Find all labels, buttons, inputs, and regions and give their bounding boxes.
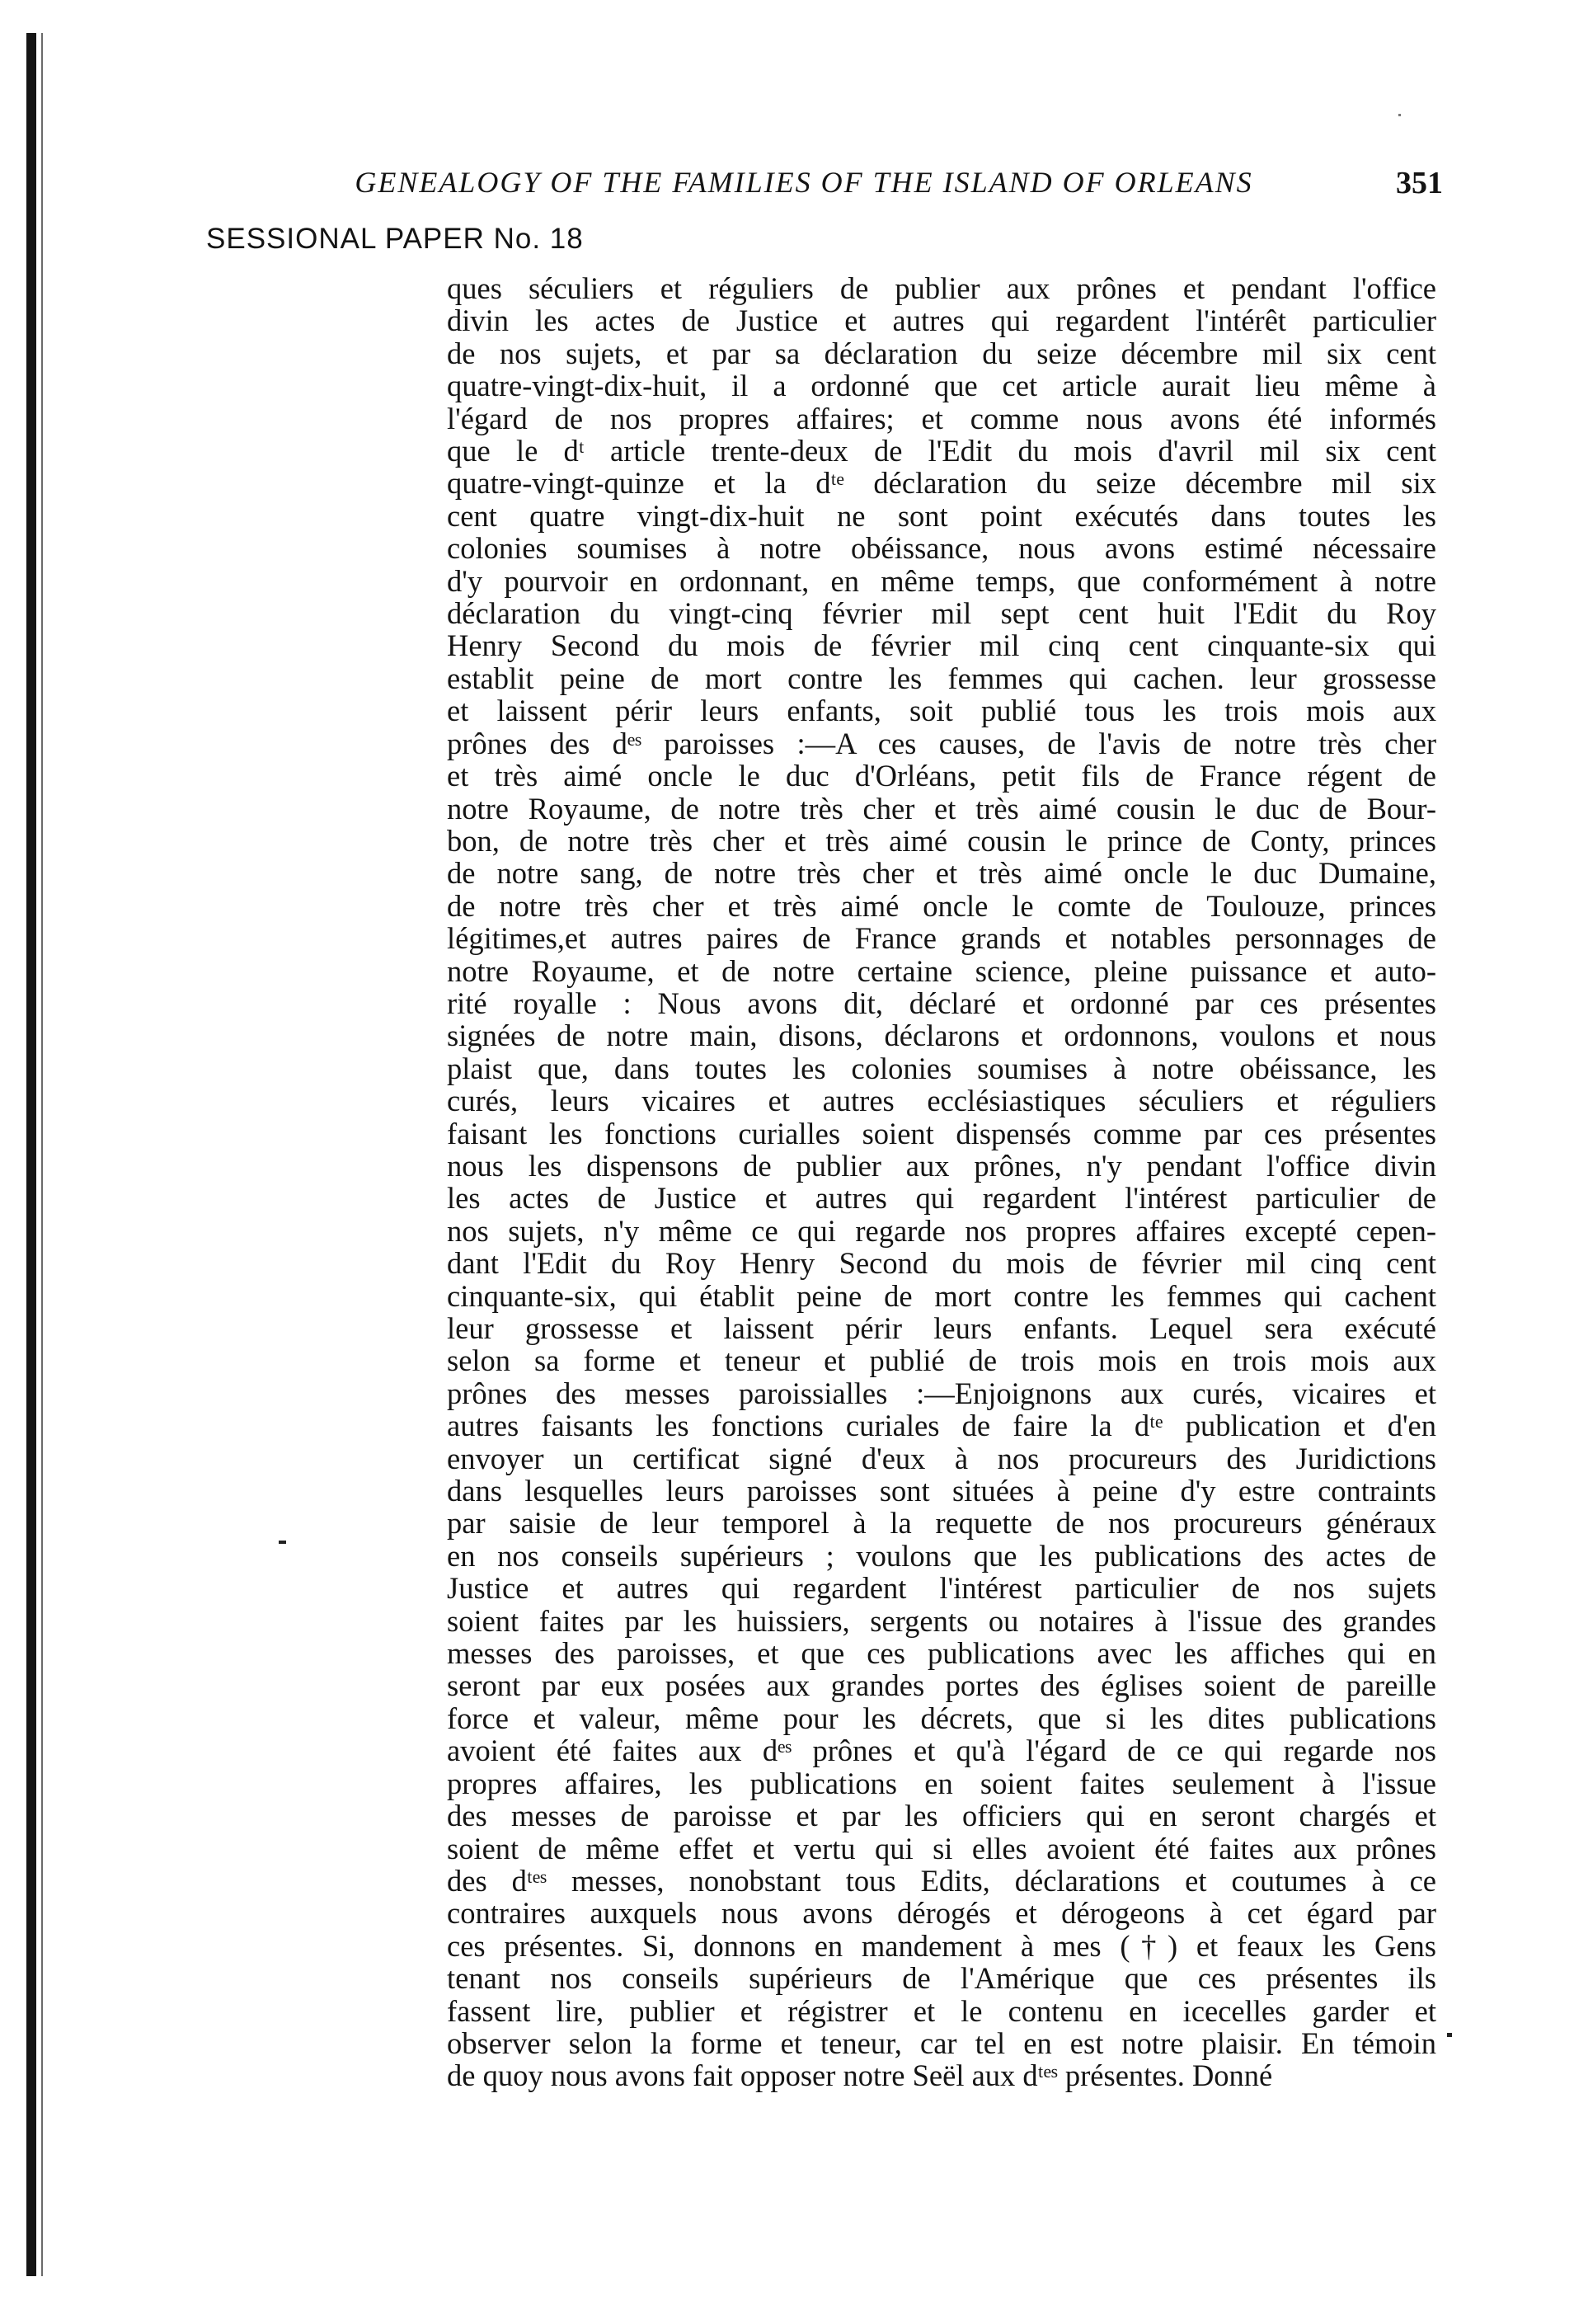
text-line: cinquante-six, qui établit peine de mort contre les femmes qui cachent	[447, 1278, 1436, 1313]
text-line: d'y pourvoir en ordonnant, en même temps, que conformément à notre	[447, 563, 1436, 598]
text-line: divin les actes de Justice et autres qui regardent l'intérêt particulier	[447, 303, 1436, 338]
text-line: déclaration du vingt-cinq février mil sept cent huit l'Edit du Roy	[447, 596, 1436, 631]
text-line: de quoy nous avons fait opposer notre Seël aux dᵗᵉˢ présentes. Donné	[447, 2058, 1273, 2093]
text-line: et très aimé oncle le duc d'Orléans, petit fils de France régent de	[447, 759, 1436, 793]
text-line: tenant nos conseils supérieurs de l'Amérique que ces présentes ils	[447, 1961, 1436, 1996]
text-line: seront par eux posées aux grandes portes des églises soient de pareille	[447, 1668, 1436, 1703]
text-line: messes des paroisses, et que ces publications avec les affiches qui en	[447, 1636, 1436, 1671]
text-line: establit peine de mort contre les femmes qui cachen. leur grossesse	[447, 661, 1436, 695]
text-line: prônes des dᵉˢ paroisses :—A ces causes, de l'avis de notre très cher	[447, 726, 1436, 760]
text-line: selon sa forme et teneur et publié de trois mois en trois mois aux	[447, 1343, 1436, 1378]
scan-binding-shadow	[41, 33, 43, 2276]
text-line: de nos sujets, et par sa déclaration du seize décembre mil six cent	[447, 336, 1436, 370]
text-line: en nos conseils supérieurs ; voulons que les publications des actes de	[447, 1538, 1436, 1573]
page-header	[297, 165, 1443, 211]
text-line: soient faites par les huissiers, sergents ou notaires à l'issue des grandes	[447, 1603, 1436, 1638]
text-line: l'égard de nos propres affaires; et comme nous avons été informés	[447, 401, 1436, 435]
text-line: leur grossesse et laissent périr leurs enfants. Lequel sera exécuté	[447, 1311, 1436, 1345]
text-line: et laissent périr leurs enfants, soit publié tous les trois mois aux	[447, 694, 1436, 728]
text-line: notre Royaume, et de notre certaine science, pleine puissance et auto-	[447, 953, 1436, 988]
text-line: rité royalle : Nous avons dit, déclaré et ordonné par ces présentes	[447, 986, 1436, 1020]
text-line: ces présentes. Si, donnons en mandement à mes (†) et feaux les Gens	[447, 1928, 1436, 1963]
text-line: curés, leurs vicaires et autres ecclésiastiques séculiers et réguliers	[447, 1084, 1436, 1118]
text-line: nous les dispensons de publier aux prônes, n'y pendant l'office divin	[447, 1148, 1436, 1183]
text-line: de notre sang, de notre très cher et très aimé oncle le duc Dumaine,	[447, 856, 1436, 891]
text-line: cent quatre vingt-dix-huit ne sont point exécutés dans toutes les	[447, 498, 1436, 533]
text-line: observer selon la forme et teneur, car tel en est notre plaisir. En témoin	[447, 2025, 1436, 2060]
sessional-paper-label: SESSIONAL PAPER No. 18	[206, 223, 584, 255]
text-line: de notre très cher et très aimé oncle le comte de Toulouze, princes	[447, 888, 1436, 923]
text-line: avoient été faites aux dᵉˢ prônes et qu'à l'égard de ce qui regarde nos	[447, 1734, 1436, 1768]
text-line: ques séculiers et réguliers de publier aux prônes et pendant l'office	[447, 271, 1436, 305]
text-line: contraires auxquels nous avons dérogés et dérogeons à cet égard par	[447, 1896, 1436, 1931]
body-text	[447, 272, 1436, 2092]
text-line: plaist que, dans toutes les colonies soumises à notre obéissance, les	[447, 1051, 1436, 1085]
text-line: colonies soumises à notre obéissance, nous avons estimé nécessaire	[447, 531, 1436, 566]
text-line: dant l'Edit du Roy Henry Second du mois de février mil cinq cent	[447, 1246, 1436, 1281]
scan-speck	[1398, 114, 1401, 116]
text-line: envoyer un certificat signé d'eux à nos procureurs des Juridictions	[447, 1441, 1436, 1475]
text-line: signées de notre main, disons, déclarons et ordonnons, voulons et nous	[447, 1019, 1436, 1053]
text-line: force et valeur, même pour les décrets, que si les dites publications	[447, 1701, 1436, 1735]
scan-binding-edge	[26, 33, 36, 2276]
text-line: notre Royaume, de notre très cher et très aimé cousin le duc de Bour-	[447, 791, 1436, 826]
text-line: que le dᵗ article trente-deux de l'Edit du mois d'avril mil six cent	[447, 434, 1436, 468]
text-line: prônes des messes paroissialles :—Enjoignons aux curés, vicaires et	[447, 1376, 1436, 1410]
text-line: des dᵗᵉˢ messes, nonobstant tous Edits, déclarations et coutumes à ce	[447, 1863, 1436, 1898]
text-line: des messes de paroisse et par les officiers qui en seront chargés et	[447, 1799, 1436, 1833]
text-line: propres affaires, les publications en soient faites seulement à l'issue	[447, 1766, 1436, 1800]
text-line: soient de même effet et vertu qui si elles avoient été faites aux prônes	[447, 1831, 1436, 1865]
text-line: autres faisants les fonctions curiales de faire la dᵗᵉ publication et d'en	[447, 1409, 1436, 1443]
text-line: fassent lire, publier et régistrer et le contenu en icecelles garder et	[447, 1993, 1436, 2028]
margin-mark	[1447, 2033, 1452, 2037]
margin-mark	[279, 1541, 286, 1544]
running-title: GENEALOGY OF THE FAMILIES OF THE ISLAND OF ORLEANS	[355, 166, 1253, 199]
text-line: par saisie de leur temporel à la requette de nos procureurs généraux	[447, 1506, 1436, 1541]
text-line: nos sujets, n'y même ce qui regarde nos propres affaires excepté cepen-	[447, 1213, 1436, 1248]
page-number: 351	[1396, 166, 1443, 200]
text-line: quatre-vingt-dix-huit, il a ordonné que cet article aurait lieu même à	[447, 369, 1436, 403]
text-line: quatre-vingt-quinze et la dᵗᵉ déclaration du seize décembre mil six	[447, 466, 1436, 501]
text-line: faisant les fonctions curialles soient dispensés comme par ces présentes	[447, 1116, 1436, 1150]
text-line: légitimes,et autres paires de France grands et notables personnages de	[447, 921, 1436, 956]
text-line: Justice et autres qui regardent l'intérest particulier de nos sujets	[447, 1571, 1436, 1606]
text-line: les actes de Justice et autres qui regardent l'intérest particulier de	[447, 1181, 1436, 1216]
text-line: dans lesquelles leurs paroisses sont situées à peine d'y estre contraints	[447, 1474, 1436, 1508]
text-line: bon, de notre très cher et très aimé cousin le prince de Conty, princes	[447, 823, 1436, 858]
text-line: Henry Second du mois de février mil cinq cent cinquante-six qui	[447, 628, 1436, 663]
